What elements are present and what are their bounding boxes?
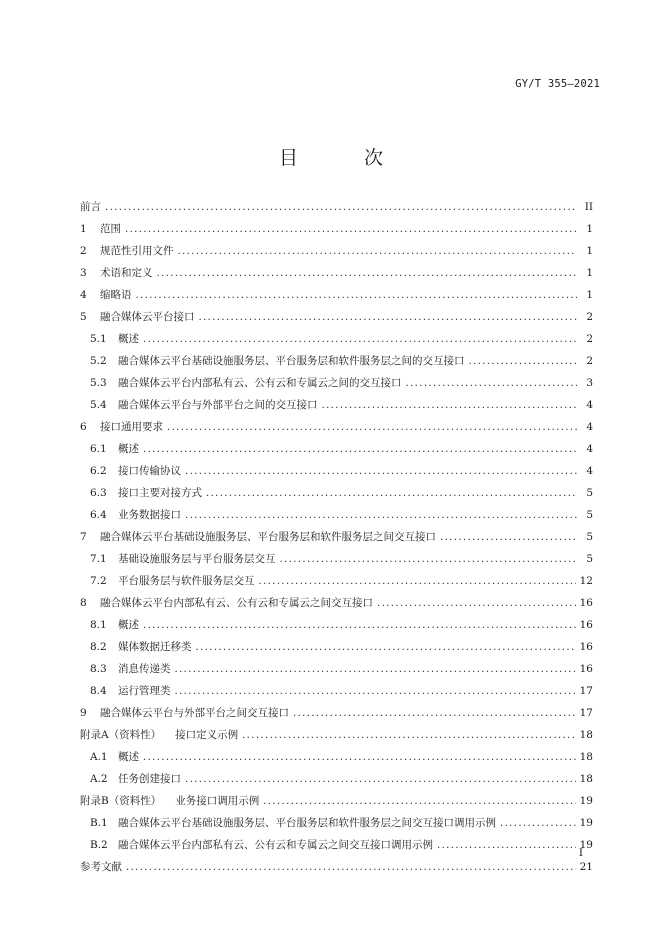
toc-leader-dots xyxy=(185,466,577,477)
toc-entry-page: 2 xyxy=(586,333,593,345)
toc-entry-page: 5 xyxy=(586,509,593,521)
toc-entry-number: 4 xyxy=(80,289,87,301)
toc-entry-number: B.1 xyxy=(90,817,108,829)
toc-entry[interactable] xyxy=(80,199,593,221)
toc-entry-label: 概述 xyxy=(118,443,139,455)
table-of-contents xyxy=(80,199,593,881)
toc-leader-dots xyxy=(143,752,576,763)
toc-entry-page: 1 xyxy=(586,267,593,279)
toc-entry-label: 融合媒体云平台内部私有云、公有云和专属云之间的交互接口 xyxy=(118,377,402,389)
toc-leader-dots xyxy=(199,312,578,323)
toc-entry-label: 融合媒体云平台基础设施服务层、平台服务层和软件服务层之间交互接口调用示例 xyxy=(118,817,496,829)
toc-entry-page: 4 xyxy=(586,443,593,455)
toc-entry[interactable] xyxy=(80,639,593,661)
toc-leader-dots xyxy=(185,510,577,521)
toc-entry-number: 3 xyxy=(80,267,87,279)
toc-entry-number: 5 xyxy=(80,311,87,323)
toc-entry-label: 缩略语 xyxy=(100,289,132,301)
toc-entry-number: 6.3 xyxy=(90,487,107,499)
toc-entry-label: 媒体数据迁移类 xyxy=(118,641,192,653)
toc-entry-page: 17 xyxy=(579,707,593,719)
toc-leader-dots xyxy=(469,356,578,367)
toc-leader-dots xyxy=(185,774,576,785)
toc-entry-label: 概述 xyxy=(118,333,139,345)
toc-entry-label: 融合媒体云平台基础设施服务层、平台服务层和软件服务层之间的交互接口 xyxy=(118,355,465,367)
toc-entry-page: 16 xyxy=(579,641,593,653)
toc-leader-dots xyxy=(175,664,576,675)
toc-leader-dots xyxy=(293,708,576,719)
toc-leader-dots xyxy=(157,268,578,279)
toc-entry[interactable] xyxy=(80,419,593,441)
toc-entry-page: 4 xyxy=(586,465,593,477)
toc-entry-page: 1 xyxy=(586,245,593,257)
toc-leader-dots xyxy=(143,620,576,631)
toc-leader-dots xyxy=(406,378,578,389)
toc-entry-label: 任务创建接口 xyxy=(118,773,181,785)
toc-leader-dots xyxy=(206,488,577,499)
toc-leader-dots xyxy=(263,796,575,807)
toc-leader-dots xyxy=(500,818,576,829)
toc-entry-page: 2 xyxy=(586,311,593,323)
toc-entry-number: 5.1 xyxy=(90,333,107,345)
toc-entry-page: 21 xyxy=(579,861,593,873)
toc-leader-dots xyxy=(322,400,578,411)
toc-leader-dots xyxy=(196,642,576,653)
toc-entry-label: 基础设施服务层与平台服务层交互 xyxy=(118,553,276,565)
toc-entry-page: 5 xyxy=(586,531,593,543)
toc-entry-number: 6.2 xyxy=(90,465,107,477)
toc-entry-number: 6.4 xyxy=(90,509,107,521)
toc-entry[interactable] xyxy=(80,617,593,639)
toc-entry[interactable] xyxy=(80,815,593,837)
toc-entry-page: 16 xyxy=(579,663,593,675)
toc-entry[interactable] xyxy=(80,661,593,683)
toc-entry[interactable] xyxy=(80,551,593,573)
toc-entry-page: 16 xyxy=(579,597,593,609)
toc-entry-number: 6.1 xyxy=(90,443,107,455)
toc-entry-number: 9 xyxy=(80,707,87,719)
page-title: 目 次 xyxy=(278,147,414,169)
toc-entry-label: 接口主要对接方式 xyxy=(118,487,202,499)
toc-entry-number: 附录A（资料性） xyxy=(80,729,162,741)
toc-entry-label: 前言 xyxy=(80,201,101,213)
toc-leader-dots xyxy=(105,202,577,213)
toc-entry[interactable] xyxy=(80,727,593,749)
toc-entry[interactable] xyxy=(80,529,593,551)
toc-entry-label: 融合媒体云平台接口 xyxy=(100,311,195,323)
toc-entry-number: 7.2 xyxy=(90,575,107,587)
toc-entry[interactable] xyxy=(80,485,593,507)
toc-entry-label: 融合媒体云平台内部私有云、公有云和专属云之间交互接口 xyxy=(100,597,373,609)
toc-entry-label: 接口传输协议 xyxy=(118,465,181,477)
toc-entry-number: 8 xyxy=(80,597,87,609)
toc-entry-number: 8.3 xyxy=(90,663,107,675)
toc-leader-dots xyxy=(437,840,576,851)
toc-entry-page: 18 xyxy=(579,729,593,741)
toc-leader-dots xyxy=(440,532,577,543)
toc-entry[interactable] xyxy=(80,683,593,705)
toc-entry[interactable] xyxy=(80,221,593,243)
toc-entry[interactable] xyxy=(80,265,593,287)
toc-entry[interactable] xyxy=(80,705,593,727)
toc-entry[interactable] xyxy=(80,375,593,397)
toc-entry[interactable] xyxy=(80,309,593,331)
toc-entry-label: 融合媒体云平台基础设施服务层、平台服务层和软件服务层之间交互接口 xyxy=(100,531,436,543)
toc-leader-dots xyxy=(175,686,576,697)
toc-entry-label: 消息传递类 xyxy=(118,663,171,675)
toc-entry-label: 参考文献 xyxy=(80,861,122,873)
toc-entry[interactable] xyxy=(80,463,593,485)
toc-entry-page: 18 xyxy=(579,773,593,785)
toc-leader-dots xyxy=(178,246,578,257)
toc-leader-dots xyxy=(167,422,577,433)
toc-entry-label: 术语和定义 xyxy=(100,267,153,279)
toc-entry-number: 7.1 xyxy=(90,553,107,565)
toc-entry-label: 规范性引用文件 xyxy=(100,245,174,257)
toc-entry-page: 4 xyxy=(586,399,593,411)
toc-leader-dots xyxy=(136,290,578,301)
standard-number: GY/T 355—2021 xyxy=(515,78,600,90)
toc-entry[interactable] xyxy=(80,749,593,771)
toc-entry[interactable] xyxy=(80,397,593,419)
toc-leader-dots xyxy=(280,554,578,565)
toc-entry-number: 附录B（资料性） xyxy=(80,795,162,807)
toc-entry-page: 2 xyxy=(586,355,593,367)
toc-entry-label: 接口通用要求 xyxy=(100,421,163,433)
toc-entry-number: A.1 xyxy=(90,751,108,763)
toc-entry[interactable] xyxy=(80,243,593,265)
toc-entry-number: 2 xyxy=(80,245,87,257)
toc-entry-page: 1 xyxy=(586,289,593,301)
toc-entry-label: 概述 xyxy=(118,751,139,763)
toc-entry-label: 概述 xyxy=(118,619,139,631)
toc-entry-number: 7 xyxy=(80,531,87,543)
toc-entry[interactable] xyxy=(80,287,593,309)
toc-leader-dots xyxy=(259,576,576,587)
toc-entry[interactable] xyxy=(80,441,593,463)
toc-entry-page: 5 xyxy=(586,553,593,565)
toc-entry[interactable] xyxy=(80,793,593,815)
toc-entry-page: 17 xyxy=(579,685,593,697)
toc-entry-page: 12 xyxy=(579,575,593,587)
toc-entry-label: 接口定义示例 xyxy=(175,729,239,741)
toc-entry-page: 19 xyxy=(579,795,593,807)
toc-leader-dots xyxy=(126,862,576,873)
toc-entry-page: 16 xyxy=(579,619,593,631)
toc-entry-label: 业务数据接口 xyxy=(118,509,181,521)
toc-entry-number: 6 xyxy=(80,421,87,433)
toc-entry[interactable] xyxy=(80,837,593,859)
toc-entry-number: 8.1 xyxy=(90,619,107,631)
toc-entry-page: II xyxy=(584,201,593,213)
toc-entry[interactable] xyxy=(80,507,593,529)
footer-page-number: I xyxy=(578,847,583,859)
toc-entry-label: 平台服务层与软件服务层交互 xyxy=(118,575,255,587)
toc-entry-page: 18 xyxy=(579,751,593,763)
toc-entry-number: 1 xyxy=(80,223,87,235)
toc-entry[interactable] xyxy=(80,353,593,375)
toc-entry-label: 运行管理类 xyxy=(118,685,171,697)
toc-entry-page: 19 xyxy=(579,817,593,829)
toc-entry[interactable] xyxy=(80,573,593,595)
toc-entry[interactable] xyxy=(80,331,593,353)
toc-entry-label: 融合媒体云平台内部私有云、公有云和专属云之间交互接口调用示例 xyxy=(118,839,433,851)
toc-entry-number: 8.4 xyxy=(90,685,107,697)
toc-leader-dots xyxy=(143,334,577,345)
toc-entry-number: A.2 xyxy=(90,773,108,785)
toc-entry-label: 范围 xyxy=(100,223,121,235)
toc-entry-label: 业务接口调用示例 xyxy=(175,795,260,807)
toc-entry-number: 8.2 xyxy=(90,641,107,653)
toc-entry-number: B.2 xyxy=(90,839,108,851)
toc-entry-label: 融合媒体云平台与外部平台之间交互接口 xyxy=(100,707,289,719)
toc-entry-page: 19 xyxy=(579,839,593,851)
toc-leader-dots xyxy=(242,730,576,741)
toc-entry-number: 5.3 xyxy=(90,377,107,389)
toc-entry-page: 5 xyxy=(586,487,593,499)
toc-entry[interactable] xyxy=(80,859,593,881)
toc-leader-dots xyxy=(125,224,577,235)
toc-entry[interactable] xyxy=(80,771,593,793)
toc-entry-page: 4 xyxy=(586,421,593,433)
toc-leader-dots xyxy=(143,444,577,455)
toc-entry-label: 融合媒体云平台与外部平台之间的交互接口 xyxy=(118,399,318,411)
toc-leader-dots xyxy=(377,598,576,609)
toc-entry-number: 5.4 xyxy=(90,399,107,411)
toc-entry-page: 1 xyxy=(586,223,593,235)
toc-entry-page: 3 xyxy=(586,377,593,389)
toc-entry-number: 5.2 xyxy=(90,355,107,367)
toc-entry[interactable] xyxy=(80,595,593,617)
